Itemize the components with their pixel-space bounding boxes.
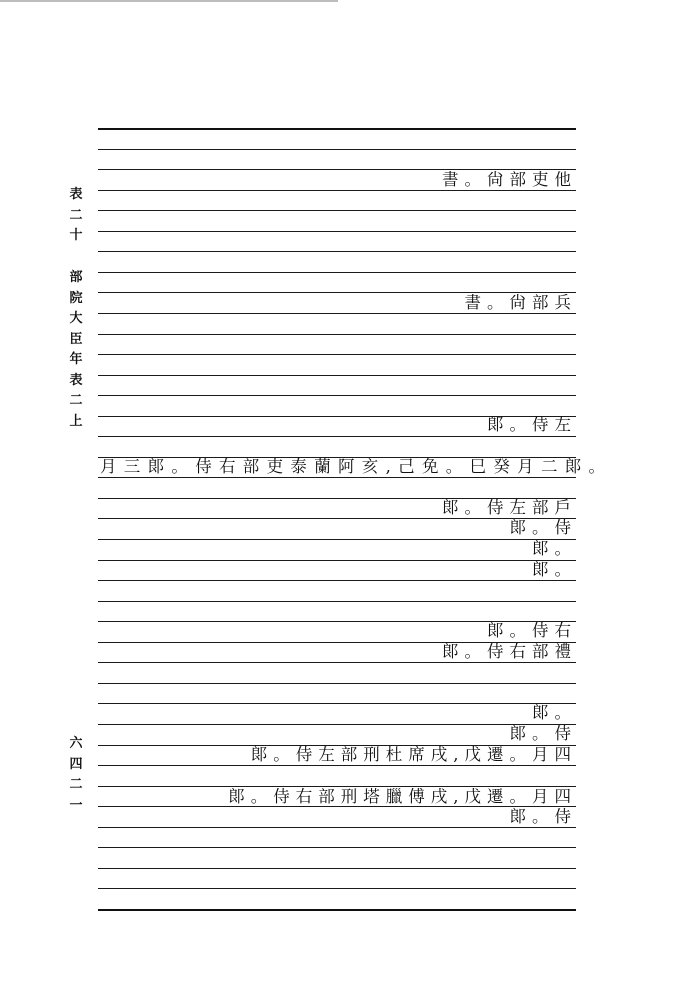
side-title-char: 二 xyxy=(69,393,83,408)
table-rule-line xyxy=(98,724,576,725)
table-rule-line xyxy=(98,354,576,355)
table-entry-row: 郞。侍左部戶 xyxy=(442,498,577,517)
side-title-char: 二 xyxy=(69,207,83,223)
table-entry-row: 郞。 xyxy=(532,560,577,579)
table-entry-row: 郞。侍 xyxy=(509,724,577,743)
table-entry-row: 書。尙部吏他 xyxy=(442,170,577,189)
table-rule-line xyxy=(98,128,576,130)
side-title-char: 院 xyxy=(69,290,83,306)
table-entry-row: 郞。侍右 xyxy=(487,621,577,640)
table-rule-line xyxy=(98,539,576,540)
side-title-char: 臣 xyxy=(69,331,83,347)
table-rule-line xyxy=(98,683,576,684)
table-rule-line xyxy=(98,580,576,581)
table-rule-line xyxy=(98,868,576,869)
table-rule-line xyxy=(98,272,576,273)
table-rule-line xyxy=(98,395,576,396)
table-entry-row: 郞。侍左 xyxy=(487,415,577,434)
table-rule-line xyxy=(98,909,576,911)
page-number xyxy=(66,734,86,816)
side-title-char: 表 xyxy=(69,187,83,202)
table-rule-line xyxy=(98,847,576,848)
table-entry-row: 郞。侍左部刑杜席戌,戊遷。月四 xyxy=(250,745,577,764)
side-title-char: 十 xyxy=(69,228,83,243)
table-rule-line xyxy=(98,251,576,252)
page-number-char: 六 xyxy=(69,736,83,751)
table-entry-row: 郞。侍右部禮 xyxy=(442,642,577,661)
side-title-table-number xyxy=(66,185,86,247)
table-entry-row: 郞。 xyxy=(532,539,577,558)
table-rule-line xyxy=(98,231,576,232)
table-rule-line xyxy=(98,888,576,889)
side-title-char: 部 xyxy=(69,270,83,285)
side-title-char: 年 xyxy=(69,352,83,367)
page-number-char: 一 xyxy=(69,797,83,813)
table-rule-line xyxy=(98,149,576,150)
table-entry-row: 書。尙部兵 xyxy=(464,293,577,312)
page-number-char: 二 xyxy=(69,777,83,792)
side-title-char: 上 xyxy=(69,413,83,429)
table-entry-row: 郞。 xyxy=(532,703,577,722)
page-number-char: 四 xyxy=(69,756,83,772)
table-entry-row: 郞。侍右部刑塔臘傅戌,戊遷。月四 xyxy=(228,787,577,806)
table-entry-row: 月三郞。侍右部吏泰蘭阿亥,己免。巳癸月二郞。 xyxy=(100,457,613,476)
table-rule-line xyxy=(98,601,576,602)
table-rule-line xyxy=(98,210,576,211)
table-rule-line xyxy=(98,334,576,335)
side-title-char: 表 xyxy=(69,372,83,388)
side-title-char: 大 xyxy=(69,311,83,326)
table-rule-line xyxy=(98,560,576,561)
table-rule-line xyxy=(98,703,576,704)
table-rule-line xyxy=(98,827,576,828)
table-rule-line xyxy=(98,375,576,376)
scan-edge-rule xyxy=(0,0,338,2)
table-entry-row: 郞。侍 xyxy=(509,518,577,537)
table-rule-line xyxy=(98,436,576,437)
table-entry-row: 郞。侍 xyxy=(509,807,577,826)
side-title-table-name xyxy=(66,268,86,432)
